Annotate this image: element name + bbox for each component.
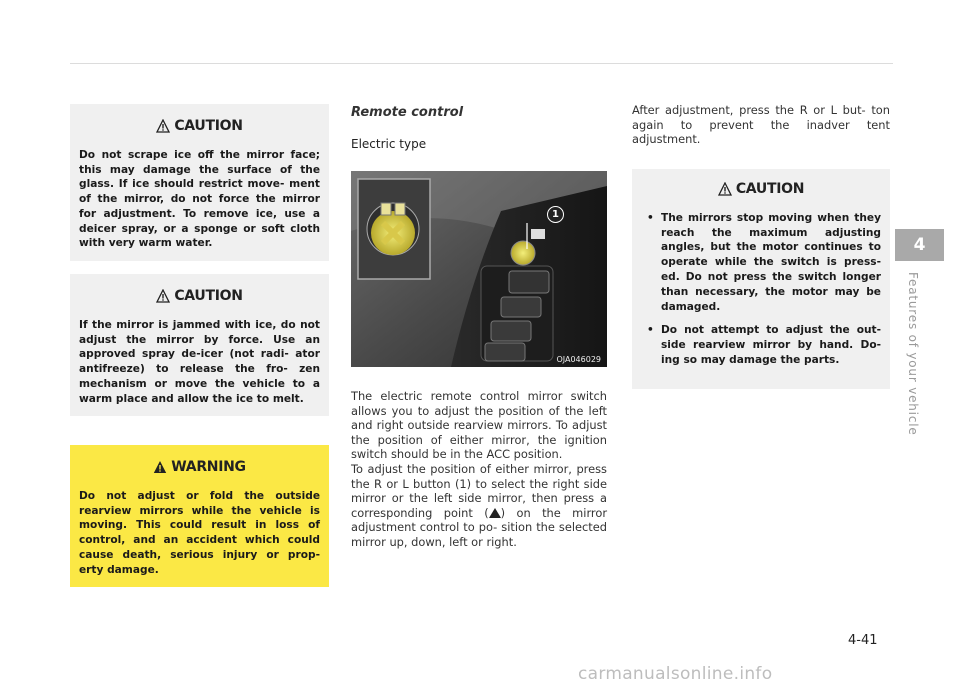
door-panel-illustration — [351, 171, 607, 367]
caution-triangle-icon — [156, 289, 170, 303]
chapter-title: Features of your vehicle — [906, 272, 920, 436]
right-column — [632, 103, 890, 389]
warning-triangle-icon — [153, 460, 167, 474]
caution-title: CAUTION — [79, 116, 320, 136]
caution-box-ice-scrape — [70, 104, 329, 261]
warning-title: WARNING — [79, 457, 320, 477]
caution-box-jammed-mirror — [70, 274, 329, 416]
page-number: 4-41 — [848, 633, 878, 648]
caution-title: CAUTION — [79, 286, 320, 306]
warning-box — [70, 445, 329, 587]
caution-triangle-icon — [718, 182, 732, 196]
top-rule — [70, 63, 893, 64]
caution-bullet-list — [641, 211, 881, 368]
mirror-switch-photo — [351, 171, 607, 367]
bullet-item: • Do not attempt to adjust the out- side rearview mirror by hand. Do- ing so may damage the parts. — [641, 323, 881, 367]
caution-triangle-icon — [156, 119, 170, 133]
section-title: Remote control — [351, 105, 464, 120]
paragraph-after-adjustment: After adjustment, press the R or L but- ton again to prevent the inadver tent adjustment. — [632, 103, 890, 147]
caution-body: If the mirror is jammed with ice, do not adjust the mirror by force. Use an approved spray de-icer (not radi- ator antifreeze) to release the fro- zen mechanism or move the vehicle to a warm place and allow the ice to melt. — [79, 319, 320, 405]
watermark: carmanualsonline.info — [578, 664, 773, 684]
chapter-tab: 4 — [895, 229, 944, 261]
caution-box-motor — [632, 169, 890, 389]
callout-marker: 1 — [547, 206, 564, 223]
warning-body: Do not adjust or fold the outside rearview mirrors while the vehicle is moving. This could result in loss of control, and an accident which could cause death, serious injury or prop- erty damage. — [79, 490, 320, 576]
image-code: OJA046029 — [556, 355, 601, 364]
paragraph-mirror-switch: The electric remote control mirror switch allows you to adjust the position of the left and right outside rearview mirrors. To adjust the position of either mirror, the ignition switch should be in the ACC position. To adjust the position of either mirror, press the R or L button (1) to select the right side mirror or the left side mirror, then press a corresponding point ( ) on the mirror adjustment control to po- sition the selected mirror up, down, left or right. — [351, 389, 608, 549]
caution-body: Do not scrape ice off the mirror face; this may damage the surface of the glass. If ice should restrict move- ment of the mirror, do not force the mirror for adjustment. To remove ice, use a deicer spray, or a sponge or soft cloth with very warm water. — [79, 149, 320, 250]
middle-column — [351, 103, 607, 550]
section-subtitle: Electric type — [351, 137, 427, 151]
direction-triangle-icon — [489, 508, 501, 518]
caution-title: CAUTION — [641, 179, 881, 199]
bullet-item: • The mirrors stop moving when they reach the maximum adjusting angles, but the motor continues to operate while the switch is press- ed. Do not press the switch longer than necessary, the motor may be damaged. — [641, 211, 881, 315]
